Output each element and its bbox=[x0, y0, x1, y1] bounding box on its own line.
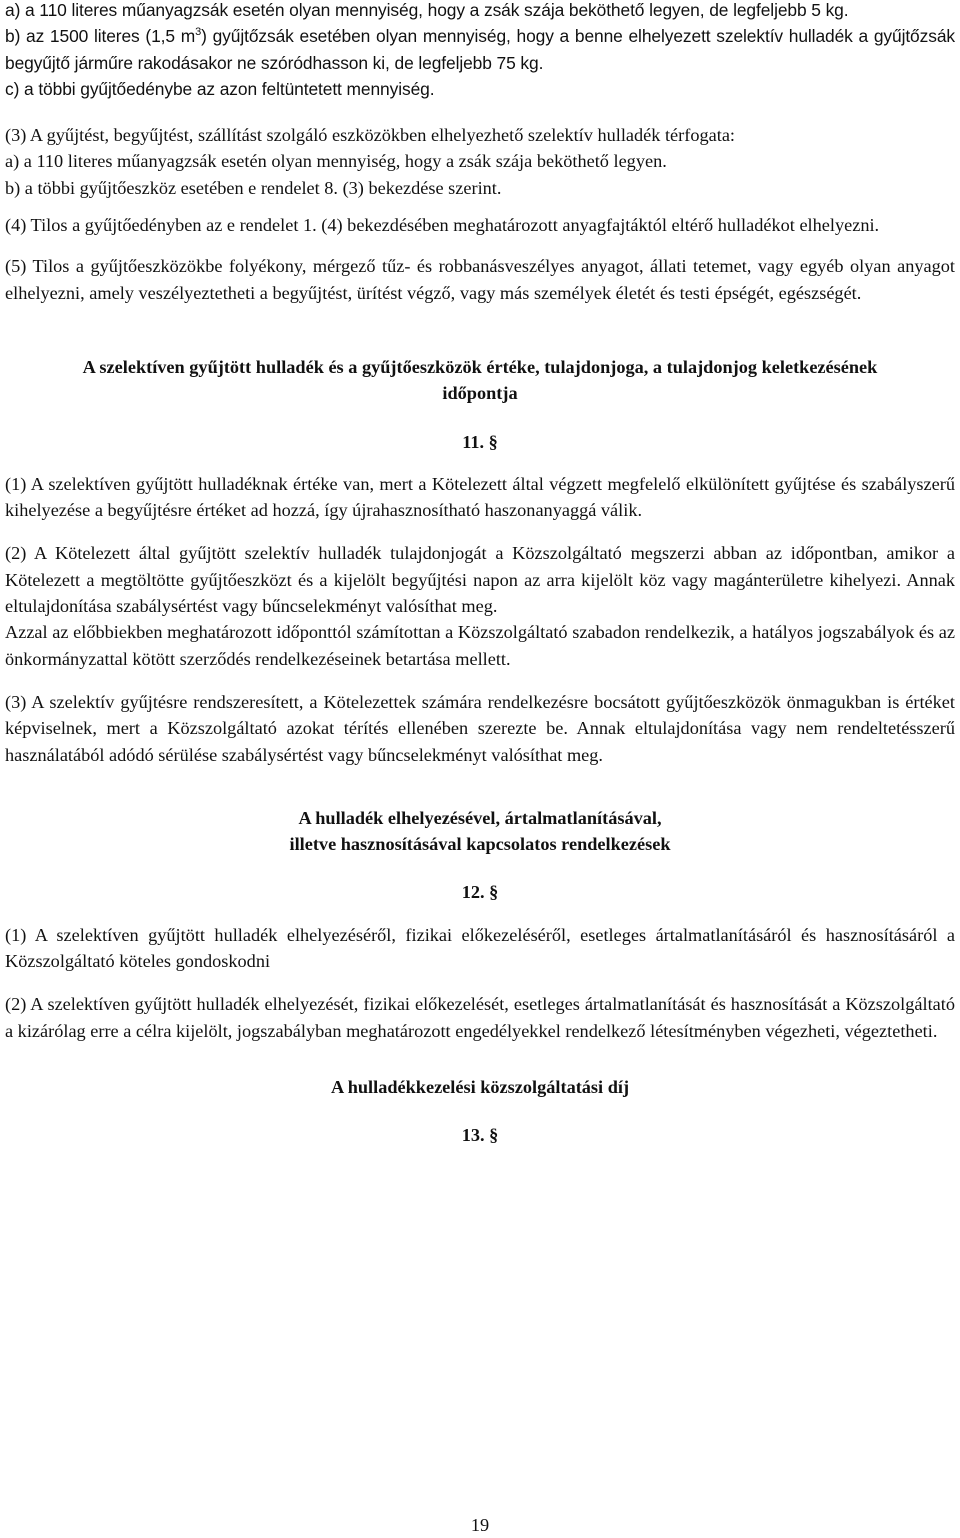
section13-number: 13. § bbox=[461, 1125, 499, 1146]
item-c-other-container: c) a többi gyűjtőedénybe az azon feltüntetett mennyiség. bbox=[5, 78, 435, 99]
item-a-110-liter: a) a 110 literes műanyagzsák esetén olyan mennyiség, hogy a zsák szája beköthető legyen, de legfeljebb 5 kg. bbox=[5, 0, 849, 20]
section11-para3: (3) A szelektív gyűjtésre rendszeresített, a Kötelezettek számára rendelkezésre bocsátott gyűjtőeszközök önmagukban is értéket képviselnek, mert a Közszolgáltató azokat térítés ellenében szerezte be. Annak eltulajdonítása vagy nem rendeltetésszerű használatából adódó sérülése szabálysértést vagy bűncselekményt valósíthat meg. bbox=[5, 691, 955, 765]
section12-para2: (2) A szelektíven gyűjtött hulladék elhelyezését, fizikai előkezelését, esetleges ártalmatlanítását és hasznosítását a Közszolgáltató a kizárólag erre a célra kijelölt, jogszabályban meghatározott engedélyekkel rendelkező létesítményben végezheti, végeztetheti. bbox=[5, 994, 955, 1041]
section11-para1: (1) A szelektíven gyűjtött hulladéknak értéke van, mert a Kötelezett által végzett megfelelő elkülönített gyűjtése és szabályszerű kihelyezése a begyűjtésre értéket ad hozzá, így újrahasznosítható haszonanyaggá válik. bbox=[5, 473, 955, 521]
para3-intro: (3) A gyűjtést, begyűjtést, szállítást szolgáló eszközökben elhelyezhető szelektív hulladék térfogata: bbox=[5, 125, 736, 146]
item-b-1500-liter bbox=[5, 23, 955, 76]
item-b-superscript: 3 bbox=[195, 26, 202, 39]
para5: (5) Tilos a gyűjtőeszközökbe folyékony, mérgező tűz- és robbanásveszélyes anyagot, állati tetemet, vagy egyéb olyan anyagot elhelyezni, amely veszélyeztetheti a begyűjtést, ürítést végző, vagy más személyek életét és testi épségét, egészségét. bbox=[5, 256, 955, 303]
item-b-text-post: ) gyűjtőzsák esetében olyan mennyiség, hogy a benne elhelyezett szelektív hulladék a gyűjtőzsák begyűjtő járműre rakodásakor ne szóródhasson ki, de legfeljebb 75 kg. bbox=[5, 26, 955, 73]
section12-para1: (1) A szelektíven gyűjtött hulladék elhelyezéséről, fizikai előkezeléséről, esetleges ártalmatlanításáról és hasznosításáról a Közszolgáltató köteles gondoskodni bbox=[5, 924, 955, 972]
section11-heading: A szelektíven gyűjtött hulladék és a gyűjtőeszközök értéke, tulajdonjoga, a tulajdonjog keletkezésének időpontja bbox=[82, 356, 878, 404]
para3-item-a: a) a 110 literes műanyagzsák esetén olyan mennyiség, hogy a zsák szája beköthető legyen. bbox=[5, 151, 667, 172]
section12-heading-line1: A hulladék elhelyezésével, ártalmatlanításával, bbox=[298, 807, 662, 828]
section11-para2: (2) A Kötelezett által gyűjtött szelektív hulladék tulajdonjogát a Közszolgáltató megszerzi abban az időpontban, amikor a Kötelezett a megtöltötte gyűjtőeszközt és a kijelölt begyűjtési napon az arra kijelölt köz vagy magánterületre kihelyezi. Annak eltulajdonítása szabálysértést vagy bűncselekményt valósíthat meg. bbox=[5, 543, 955, 617]
section11-number: 11. § bbox=[462, 431, 498, 452]
para4: (4) Tilos a gyűjtőedényben az e rendelet 1. (4) bekezdésében meghatározott anyagfajtáktól eltérő hulladékot elhelyezni. bbox=[5, 215, 880, 236]
para3-item-b: b) a többi gyűjtőeszköz esetében e rendelet 8. (3) bekezdése szerint. bbox=[5, 177, 502, 198]
document-page bbox=[5, 0, 955, 1149]
section12-number: 12. § bbox=[461, 882, 499, 903]
page-number: 19 bbox=[470, 1515, 490, 1535]
section13-heading: A hulladékkezelési közszolgáltatási díj bbox=[330, 1076, 630, 1097]
section11-para2-continued: Azzal az előbbiekben meghatározott időponttól számítottan a Közszolgáltató szabadon rendelkezik, a hatályos jogszabályok és az önkormányzattal kötött szerződés rendelkezéseinek betartása mellett. bbox=[5, 622, 955, 669]
section12-heading-line2: illetve hasznosításával kapcsolatos rendelkezések bbox=[289, 834, 671, 855]
item-b-text-pre: b) az 1500 literes (1,5 m bbox=[5, 26, 196, 47]
